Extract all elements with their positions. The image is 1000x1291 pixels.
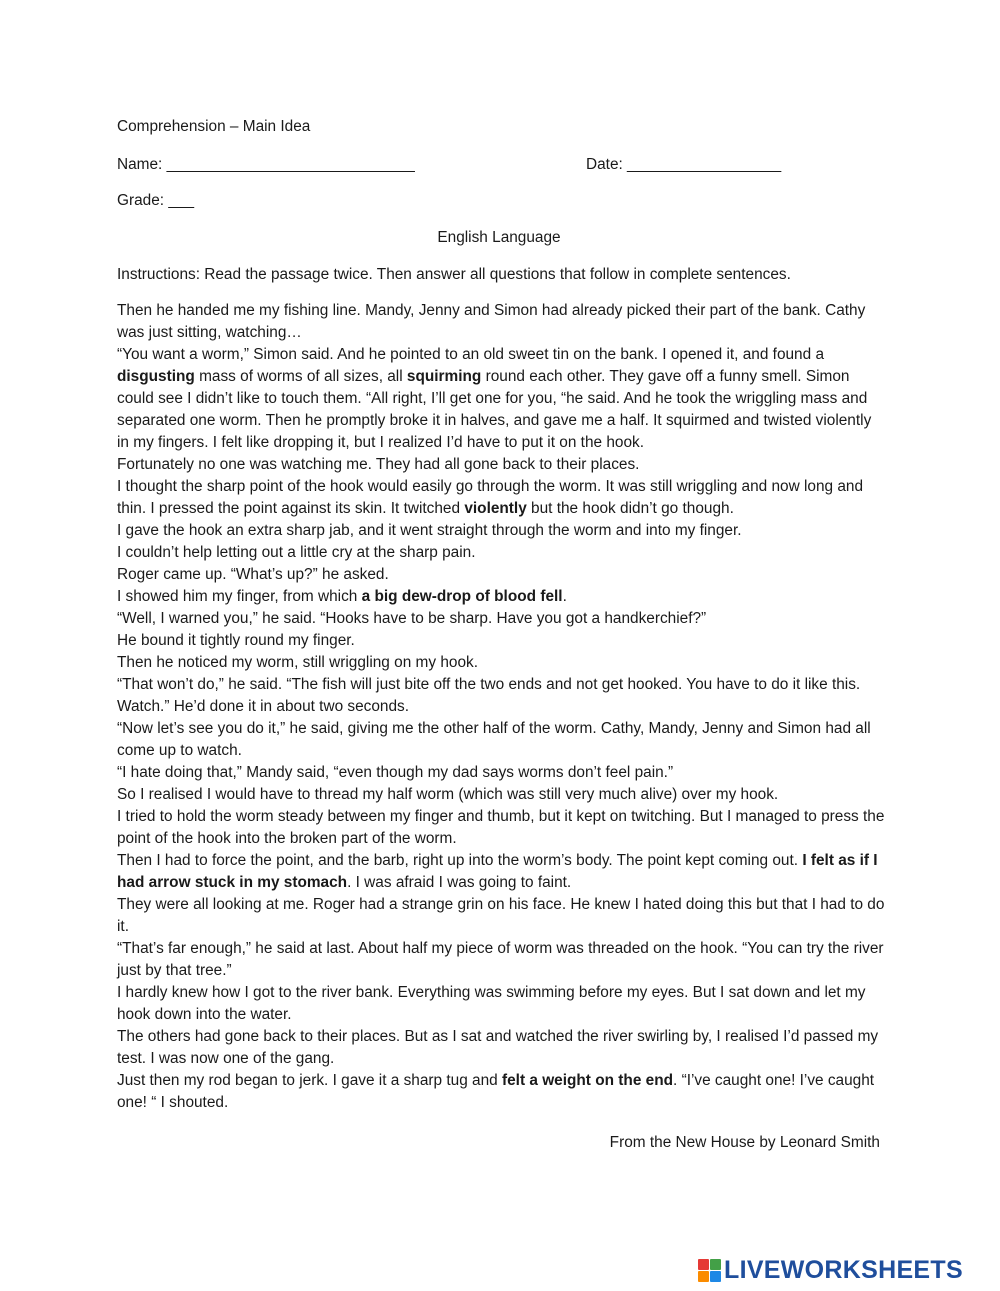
passage-paragraph: “Now let’s see you do it,” he said, giving me the other half of the worm. Cathy, Mandy, Jenny and Simon had all come up to watch. <box>117 720 871 759</box>
bold-word: violently <box>464 500 527 517</box>
source-attribution: From the New House by Leonard Smith <box>609 1134 880 1151</box>
passage-paragraph: I hardly knew how I got to the river bank. Everything was swimming before my eyes. But I sat down and let my hook down into the water. <box>117 984 866 1023</box>
passage-paragraph: I showed him my finger, from which a big dew-drop of blood fell. <box>117 588 567 605</box>
subject-heading: English Language <box>437 229 561 246</box>
bold-phrase: I felt as if I had arrow stuck in my stomach <box>117 852 878 891</box>
grade-field[interactable]: Grade: ___ <box>117 192 195 209</box>
bold-word: squirming <box>406 368 482 385</box>
passage-paragraph: He bound it tightly round my finger. <box>117 632 355 649</box>
passage-paragraph: I couldn’t help letting out a little cry at the sharp pain. <box>117 544 476 561</box>
passage-paragraph: Just then my rod began to jerk. I gave it a sharp tug and felt a weight on the end. “I’ve caught one! I’ve caught one! “ I shouted. <box>117 1072 875 1111</box>
logo-block <box>698 1271 709 1282</box>
passage-paragraph: “Well, I warned you,” he said. “Hooks have to be sharp. Have you got a handkerchief?” <box>117 610 707 627</box>
worksheet-title: Comprehension – Main Idea <box>117 118 311 135</box>
logo-block <box>698 1259 709 1270</box>
passage-paragraph: The others had gone back to their places. But as I sat and watched the river swirling by, I realised I’d passed my test. I was now one of the gang. <box>117 1028 879 1067</box>
logo-block <box>710 1259 721 1270</box>
passage-paragraph: Then he handed me my fishing line. Mandy, Jenny and Simon had already picked their part of the bank. Cathy was just sitting, watching… <box>117 302 866 341</box>
name-field[interactable]: Name: _____________________________ <box>117 156 415 173</box>
passage-paragraph: Then I had to force the point, and the barb, right up into the worm’s body. The point kept coming out. I felt as if I had arrow stuck in my stomach. I was afraid I was going to faint. <box>117 852 878 891</box>
passage-paragraph: They were all looking at me. Roger had a strange grin on his face. He knew I hated doing this but that I had to do it. <box>117 896 885 935</box>
date-field[interactable]: Date: __________________ <box>586 156 782 173</box>
passage-paragraph: “You want a worm,” Simon said. And he pointed to an old sweet tin on the bank. I opened it, and found a disgusting mass of worms of all sizes, all squirming round each other. They gave off a funny smell. Simon could see I didn’t like to touch them. “All right, I’ll get one for you, “he said. And he took the wriggling mass and separated one worm. Then he promptly broke it in halves, and gave me a half. It squirmed and twisted violently in my fingers. I felt like dropping it, but I realized I’d have to put it on the hook. <box>117 346 872 451</box>
liveworksheets-logo[interactable] <box>698 1256 963 1285</box>
bold-phrase: felt a weight on the end <box>502 1072 674 1089</box>
passage-paragraph: Fortunately no one was watching me. They had all gone back to their places. <box>117 456 640 473</box>
bold-phrase: a big dew-drop of blood fell <box>361 588 563 605</box>
passage-paragraph: So I realised I would have to thread my half worm (which was still very much alive) over my hook. <box>117 786 779 803</box>
passage-paragraph: Roger came up. “What’s up?” he asked. <box>117 566 389 583</box>
passage-paragraph: “That won’t do,” he said. “The fish will just bite off the two ends and not get hooked. You have to do it like this. Watch.” He’d done it in about two seconds. <box>117 676 861 715</box>
logo-block <box>710 1271 721 1282</box>
reading-passage <box>117 300 887 1114</box>
instructions-text: Instructions: Read the passage twice. Then answer all questions that follow in complete sentences. <box>117 266 791 283</box>
passage-paragraph: “I hate doing that,” Mandy said, “even though my dad says worms don’t feel pain.” <box>117 764 674 781</box>
bold-word: disgusting <box>117 368 195 385</box>
logo-icon <box>698 1259 721 1282</box>
passage-paragraph: I tried to hold the worm steady between my finger and thumb, but it kept on twitching. But I managed to press the point of the hook into the broken part of the worm. <box>117 808 885 847</box>
logo-text: LIVEWORKSHEETS <box>724 1256 963 1284</box>
passage-paragraph: I thought the sharp point of the hook would easily go through the worm. It was still wriggling and now long and thin. I pressed the point against its skin. It twitched violently but the hook didn’t go though. <box>117 478 864 517</box>
passage-paragraph: I gave the hook an extra sharp jab, and it went straight through the worm and into my finger. <box>117 522 742 539</box>
passage-paragraph: “That’s far enough,” he said at last. About half my piece of worm was threaded on the hook. “You can try the river just by that tree.” <box>117 940 884 979</box>
passage-paragraph: Then he noticed my worm, still wriggling on my hook. <box>117 654 478 671</box>
